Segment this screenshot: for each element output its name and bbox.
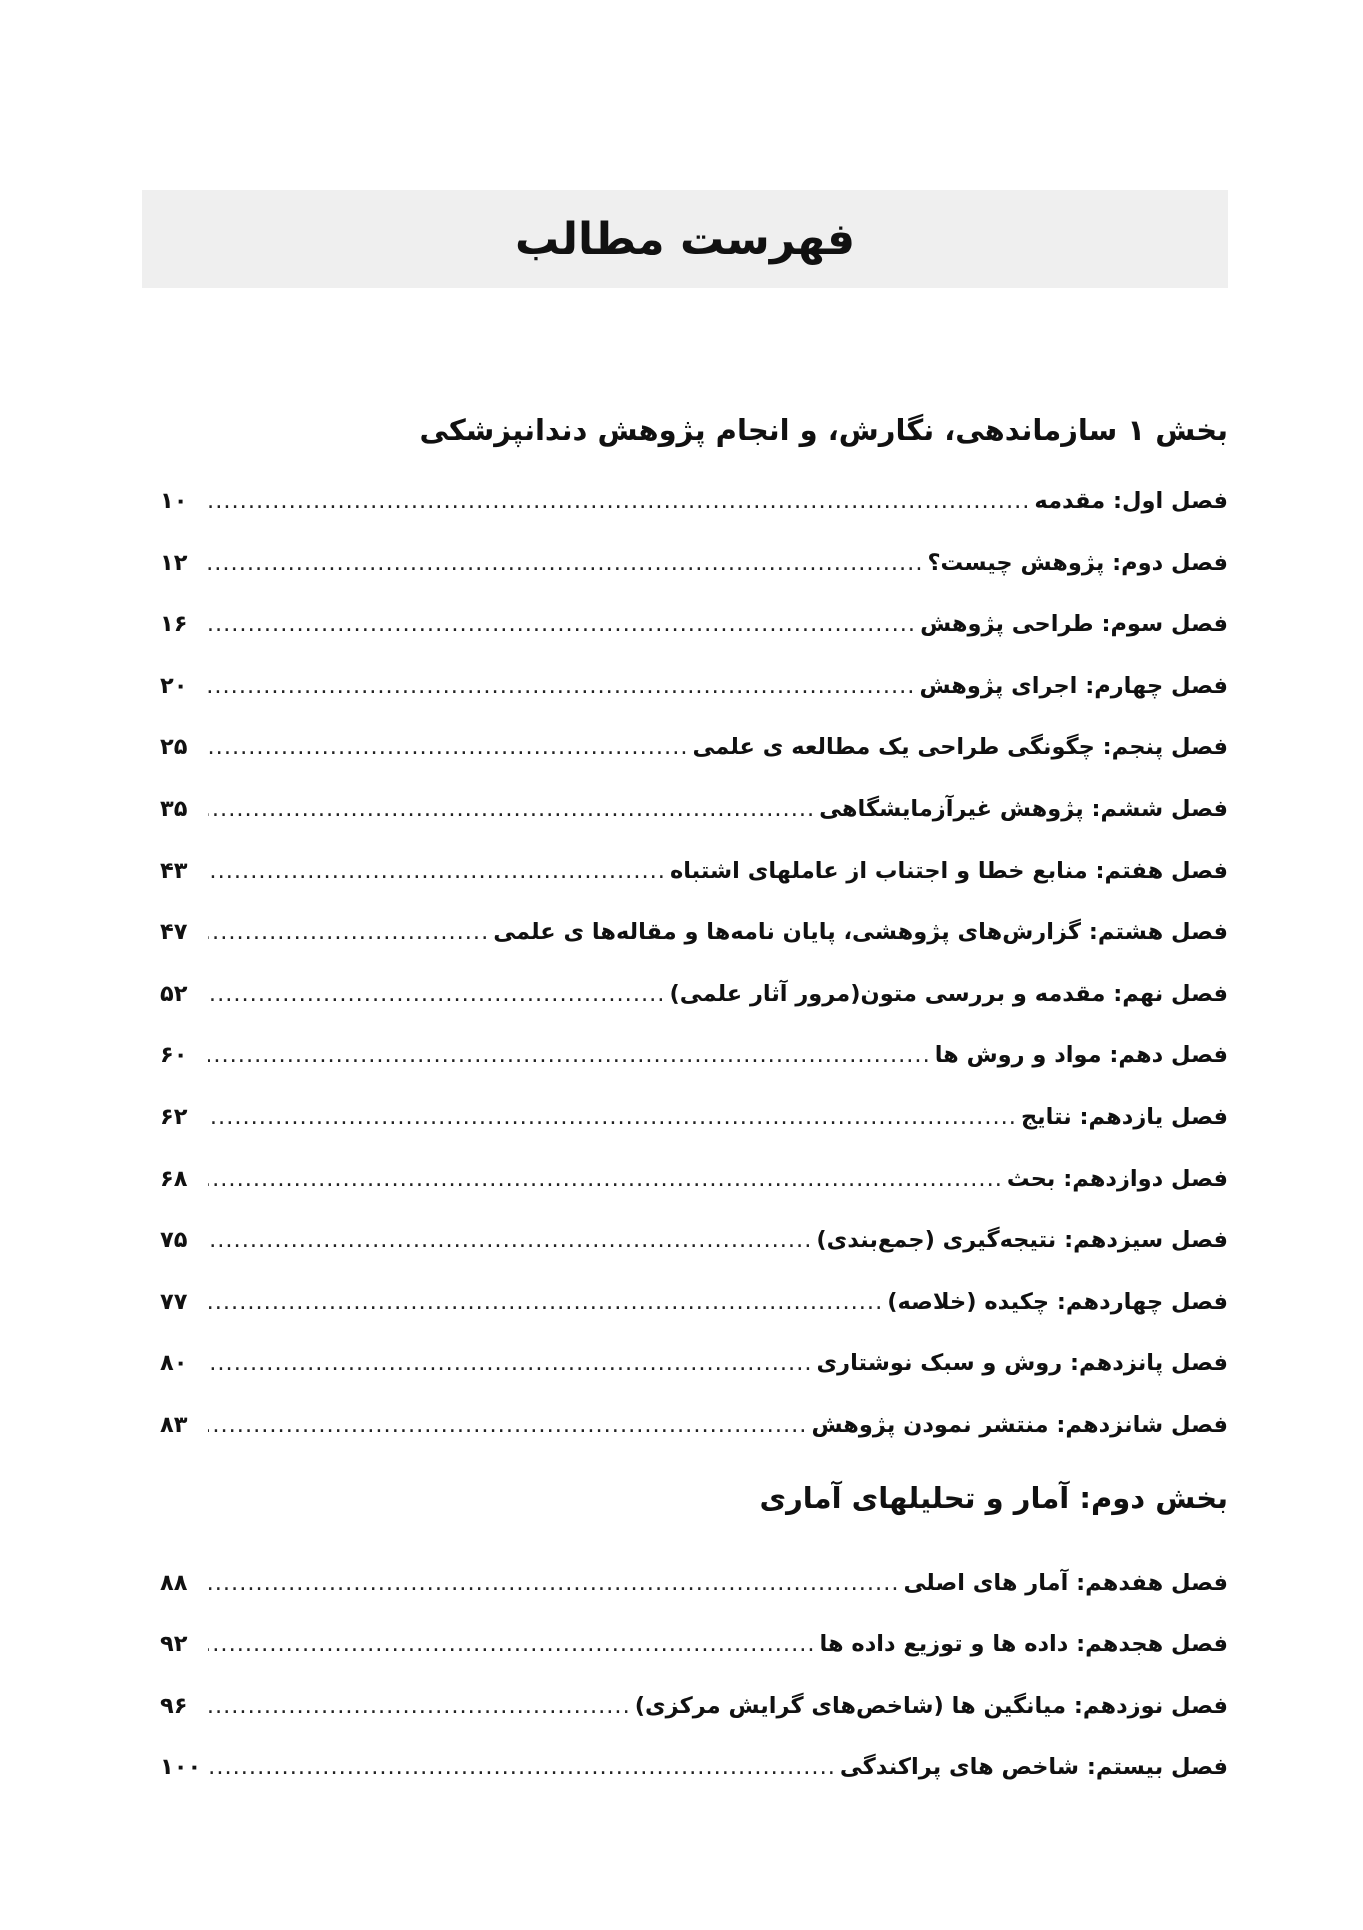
dot-leader <box>208 1395 807 1457</box>
section-1-entries <box>160 471 1228 1457</box>
toc-entry-title: فصل چهارم: اجرای پژوهش <box>919 672 1228 699</box>
toc-entry-title: فصل ششم: پژوهش غیرآزمایشگاهی <box>819 795 1228 822</box>
toc-entry-page: ۷۵ <box>160 1227 188 1254</box>
toc-entry-title: فصل هفدهم: آمار های اصلی <box>903 1569 1228 1596</box>
toc-entry-page: ۹۶ <box>160 1692 188 1719</box>
toc-entry-title: فصل دوازدهم: بحث <box>1006 1165 1228 1192</box>
toc-entry-title: فصل هجدهم: داده ها و توزیع داده ها <box>819 1631 1228 1658</box>
dot-leader <box>208 841 666 903</box>
toc-entry[interactable] <box>160 1149 1228 1211</box>
toc-entry-title: فصل هفتم: منابع خطا و اجتناب از عاملهای اشتباه <box>669 857 1228 884</box>
toc-entry-page: ۱۰۰ <box>160 1754 202 1781</box>
toc-entry[interactable] <box>160 1395 1228 1457</box>
toc-entry[interactable] <box>160 1025 1228 1087</box>
dot-leader <box>208 594 916 656</box>
toc-entry-title: فصل دهم: مواد و روش ها <box>934 1042 1228 1069</box>
dot-leader <box>208 779 815 841</box>
dot-leader <box>208 1087 1017 1149</box>
dot-leader <box>208 1676 631 1738</box>
dot-leader <box>208 1614 816 1676</box>
dot-leader <box>208 656 915 718</box>
toc-entry-title: فصل نوزدهم: میانگین ها (شاخص‌های گرایش مرکزی) <box>634 1692 1228 1719</box>
toc-entry[interactable] <box>160 902 1228 964</box>
toc-entry-title: فصل دوم: پژوهش چیست؟ <box>927 549 1228 576</box>
toc-entry-page: ۷۷ <box>160 1288 188 1315</box>
toc-entry[interactable] <box>160 1087 1228 1149</box>
dot-leader <box>208 964 665 1026</box>
toc-entry[interactable] <box>160 1614 1228 1676</box>
toc-entry-page: ۴۳ <box>160 857 188 884</box>
toc-entry-page: ۴۷ <box>160 919 188 946</box>
toc-entry-title: فصل پانزدهم: روش و سبک نوشتاری <box>816 1350 1228 1377</box>
toc-entry[interactable] <box>160 1210 1228 1272</box>
toc-entry[interactable] <box>160 1272 1228 1334</box>
dot-leader <box>208 1272 883 1334</box>
dot-leader <box>208 1149 1003 1211</box>
toc-entry-page: ۸۳ <box>160 1411 188 1438</box>
toc-entry[interactable] <box>160 471 1228 533</box>
toc-entry[interactable] <box>160 533 1228 595</box>
dot-leader <box>208 533 923 595</box>
toc-entry-page: ۸۸ <box>160 1569 188 1596</box>
page-title: فهرست مطالب <box>514 213 856 265</box>
toc-entry-page: ۹۲ <box>160 1631 188 1658</box>
toc-entry-page: ۱۰ <box>160 488 188 514</box>
dot-leader <box>208 471 1030 533</box>
dot-leader <box>208 1553 900 1615</box>
dot-leader <box>208 1025 931 1087</box>
toc-entry-title: فصل اول: مقدمه <box>1034 488 1228 514</box>
toc-entry-title: فصل شانزدهم: منتشر نمودن پژوهش <box>811 1411 1228 1438</box>
toc-entry-page: ۳۵ <box>160 795 188 822</box>
section-heading-2: بخش دوم: آمار و تحلیلهای آماری <box>759 1480 1228 1515</box>
dot-leader <box>208 717 689 779</box>
toc-entry-title: فصل نهم: مقدمه و بررسی متون(مرور آثار علمی) <box>669 980 1228 1007</box>
toc-entry[interactable] <box>160 1553 1228 1615</box>
toc-entry-page: ۶۰ <box>160 1042 188 1069</box>
toc-entry-title: فصل پنجم: چگونگی طراحی یک مطالعه ی علمی <box>692 734 1228 761</box>
toc-entry-page: ۱۶ <box>160 611 188 638</box>
toc-entry[interactable] <box>160 964 1228 1026</box>
toc-entry[interactable] <box>160 1676 1228 1738</box>
toc-entry-page: ۸۰ <box>160 1350 188 1377</box>
table-of-contents <box>160 395 1228 1799</box>
toc-entry[interactable] <box>160 841 1228 903</box>
toc-entry-page: ۶۸ <box>160 1165 188 1192</box>
toc-entry-title: فصل سوم: طراحی پژوهش <box>920 611 1228 638</box>
toc-title-band <box>142 190 1228 288</box>
section-heading-1: بخش ۱ سازماندهی، نگارش، و انجام پژوهش دندانپزشکی <box>419 413 1228 447</box>
toc-entry-page: ۱۲ <box>160 549 188 576</box>
toc-entry-title: فصل بیستم: شاخص های پراکندگی <box>839 1754 1228 1781</box>
toc-entry[interactable] <box>160 779 1228 841</box>
toc-entry[interactable] <box>160 717 1228 779</box>
toc-entry-title: فصل یازدهم: نتایج <box>1020 1103 1228 1130</box>
dot-leader <box>208 1210 812 1272</box>
toc-entry-title: فصل هشتم: گزارش‌های پژوهشی، پایان نامه‌ها و مقاله‌ها ی علمی <box>493 919 1228 946</box>
toc-entry[interactable] <box>160 594 1228 656</box>
toc-entry[interactable] <box>160 1333 1228 1395</box>
dot-leader <box>208 1333 813 1395</box>
toc-entry-page: ۶۲ <box>160 1103 188 1130</box>
toc-entry-page: ۵۲ <box>160 980 188 1007</box>
dot-leader <box>208 902 489 964</box>
dot-leader <box>208 1737 836 1799</box>
toc-entry-page: ۲۵ <box>160 734 188 761</box>
toc-entry-title: فصل چهاردهم: چکیده (خلاصه) <box>887 1288 1228 1315</box>
toc-entry-title: فصل سیزدهم: نتیجه‌گیری (جمع‌بندی) <box>816 1227 1228 1254</box>
section-2-entries <box>160 1553 1228 1799</box>
toc-entry-page: ۲۰ <box>160 672 188 699</box>
toc-entry[interactable] <box>160 656 1228 718</box>
toc-entry[interactable] <box>160 1737 1228 1799</box>
